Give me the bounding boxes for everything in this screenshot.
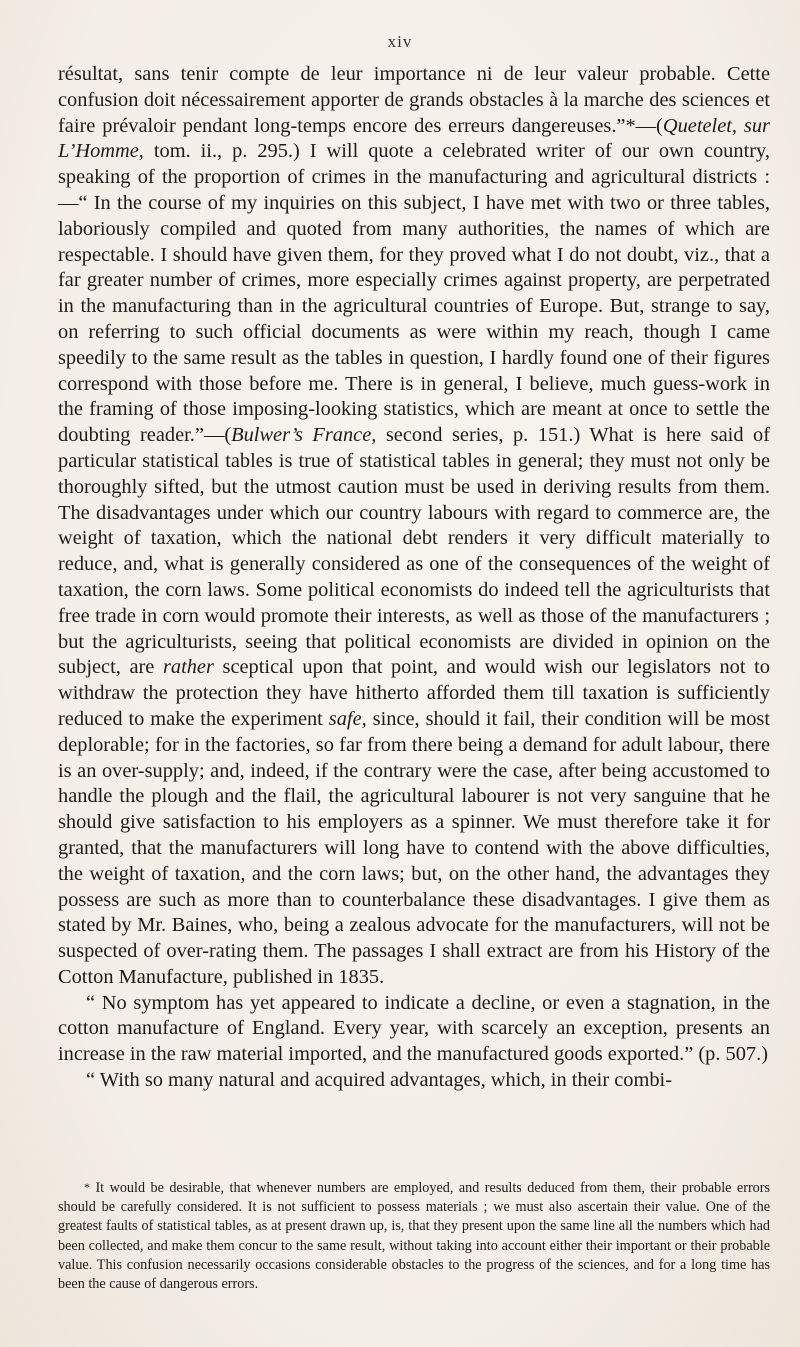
main-text — [58, 62, 770, 1094]
italic-text: rather — [162, 656, 214, 679]
italic-text: safe, — [328, 707, 367, 730]
footnote-text: It would be desirable, that whenever numbers are employed, and results deduced from them, their probable errors should be carefully considered. It is not sufficient to possess materials ; we must also ascertain their value. One of the greatest faults of statistical tables, as at present drawn up, is, that they present upon the same line all the numbers which had been collected, and make them concur to the same result, without taking into account either their important or their probable value. This confusion necessarily occasions considerable obstacles to the progress of the sciences, and for a long time has been the cause of dangerous errors. — [58, 1180, 771, 1293]
italic-text: Quetelet, sur L’Homme, — [58, 114, 770, 163]
text-run: since, should it fail, their condition will be most deplorable; for in the factories, so far from there being a demand for adult labour, there is an over-supply; and, indeed, if the contrary were the case, after being accustomed to handle the plough and the flail, the agricultural labourer is not very sanguine that he should give satisfaction to his employers as a spinner. We must therefore take it for granted, that the manufacturers will long have to contend with the above difficulties, the weight of taxation, and the corn laws; but, on the other hand, the advantages they possess are such as more than to counterbalance these disadvantages. I give them as stated by Mr. Baines, who, being a zealous advocate for the manufacturers, will not be suspected of over-rating them. The passages I shall extract are from his History of the Cotton Manufacture, published in 1835. — [58, 707, 770, 988]
page-number: xiv — [387, 32, 413, 51]
text-run: “ With so many natural and acquired advantages, which, in their combi- — [86, 1069, 672, 1092]
text-run: résultat, sans tenir compte de leur importance ni de leur valeur probable. Cette confusion doit nécessairement apporter de grands obstacles à la marche des sciences et faire prévaloir pendant long-temps encore des erreurs dangereuses.”*—( — [58, 63, 770, 137]
footnote-marker: * — [84, 1180, 90, 1194]
footnote — [58, 1178, 770, 1294]
italic-text: Bulwer’s France, — [231, 424, 377, 447]
text-run: tom. ii., p. 295.) I will quote a celebrated writer of our own country, speaking of the proportion of crimes in the manufacturing and agricultural districts :—“ In the course of my inquiries on this subject, I have met with two or three tables, laboriously compiled and quoted from many authorities, the names of which are respectable. I should have given them, for they proved what I do not doubt, viz., that a far greater number of crimes, more especially crimes against property, are perpetrated in the manufacturing than in the agricultural countries of Europe. But, strange to say, on referring to such official documents as were within my reach, though I came speedily to the same result as the tables in question, I hardly found one of their figures correspond with those before me. There is in general, I believe, much guess-work in the framing of those imposing-looking statistics, which are meant at once to settle the doubting reader.”—( — [58, 140, 770, 447]
text-run: second series, p. 151.) What is here said of particular statistical tables is true of statistical tables in general; they must not only be thoroughly sifted, but the utmost caution must be used in deriving results from them. The disadvantages under which our country labours with regard to commerce are, the weight of taxation, which the national debt renders it very difficult materially to reduce, and, what is generally considered as one of the consequences of the weight of taxation, the corn laws. Some political economists do indeed tell the agriculturists that free trade in corn would promote their interests, as well as those of the manufacturers ; but the agriculturists, seeing that political economists are divided in opinion on the subject, are — [58, 424, 770, 679]
paragraph — [58, 1068, 770, 1094]
paragraph — [58, 62, 770, 991]
text-run: sceptical upon that point, and would wish our legislators not to withdraw the protection they have hitherto afforded them till taxation is sufficiently reduced to make the experiment — [58, 656, 770, 730]
text-run: “ No symptom has yet appeared to indicate a decline, or even a stagnation, in the cotton manufacture of England. Every year, with scarcely an exception, presents an increase in the raw material imported, and the manufactured goods exported.” (p. 507.) — [58, 991, 770, 1066]
paragraph — [58, 991, 770, 1068]
